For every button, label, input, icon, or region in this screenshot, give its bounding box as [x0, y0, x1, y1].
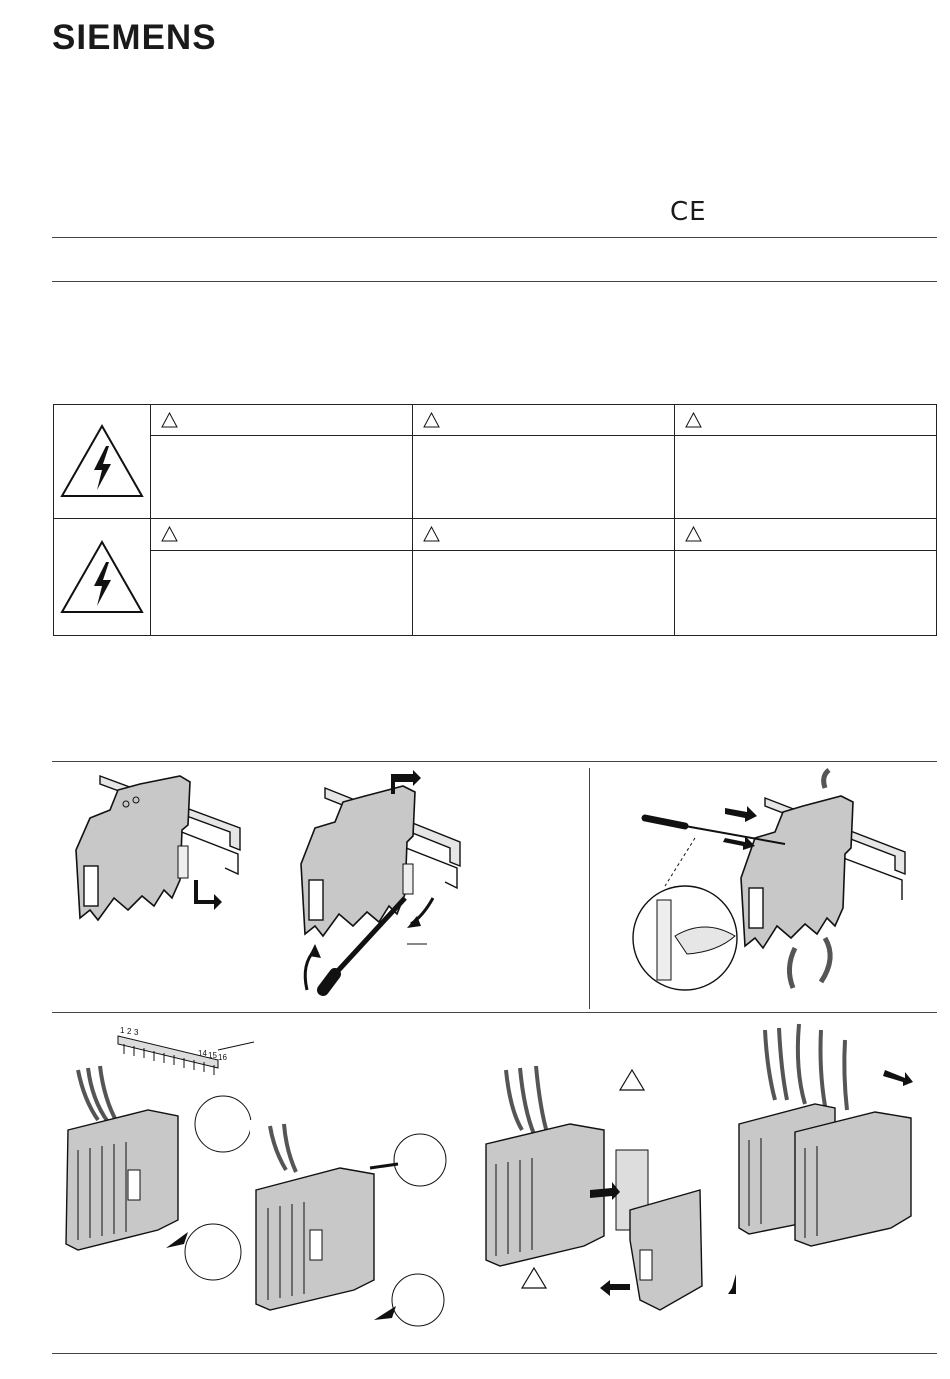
figures-rule-top [52, 761, 937, 762]
caution-triangle-icon [685, 526, 702, 542]
high-voltage-warning-icon [54, 519, 151, 636]
warning-text-cell [413, 436, 675, 519]
busbar-number: 1 [120, 1026, 125, 1035]
busbar-number: 15 [208, 1051, 217, 1060]
busbar-number: 16 [218, 1053, 227, 1062]
warning-header-cell [413, 405, 675, 436]
caution-triangle-icon [685, 412, 702, 428]
warning-header-cell [151, 519, 413, 550]
header-rule-top [52, 237, 937, 238]
caution-triangle-icon [423, 526, 440, 542]
warning-header-cell [675, 405, 937, 436]
warning-header-cell [151, 405, 413, 436]
busbar-illustration [58, 1020, 268, 1290]
assembled-block-illustration [735, 1020, 925, 1250]
caution-triangle-icon [423, 412, 440, 428]
busbar-number: 14 [198, 1049, 207, 1058]
figures-rule-middle [52, 1012, 937, 1013]
warning-text-cell [151, 436, 413, 519]
safety-warning-table [53, 404, 937, 636]
warning-header-cell [413, 519, 675, 550]
caution-triangle-icon [522, 1268, 546, 1288]
header-rule-bottom [52, 281, 937, 282]
caution-triangle-icon [161, 412, 178, 428]
warning-header-cell [675, 519, 937, 550]
warning-text-cell [151, 550, 413, 635]
busbar-number: 2 [127, 1027, 132, 1036]
figures-divider [589, 768, 590, 1009]
warning-text-cell [413, 550, 675, 635]
siemens-logo: SIEMENS [52, 18, 217, 57]
wiring-illustration [625, 768, 920, 1008]
busbar-number: 3 [134, 1028, 139, 1037]
high-voltage-warning-icon [54, 405, 151, 519]
warning-text-cell [675, 550, 937, 635]
ce-mark: CE [670, 197, 707, 227]
assembly-illustration [480, 1040, 740, 1330]
caution-triangle-icon [161, 526, 178, 542]
warning-text-cell [675, 436, 937, 519]
busbar-fitted-illustration [250, 1120, 450, 1350]
mounting-illustration [70, 770, 270, 940]
removal-illustration [295, 768, 470, 1008]
caution-triangle-icon [620, 1070, 644, 1090]
figures-rule-bottom [52, 1353, 937, 1354]
